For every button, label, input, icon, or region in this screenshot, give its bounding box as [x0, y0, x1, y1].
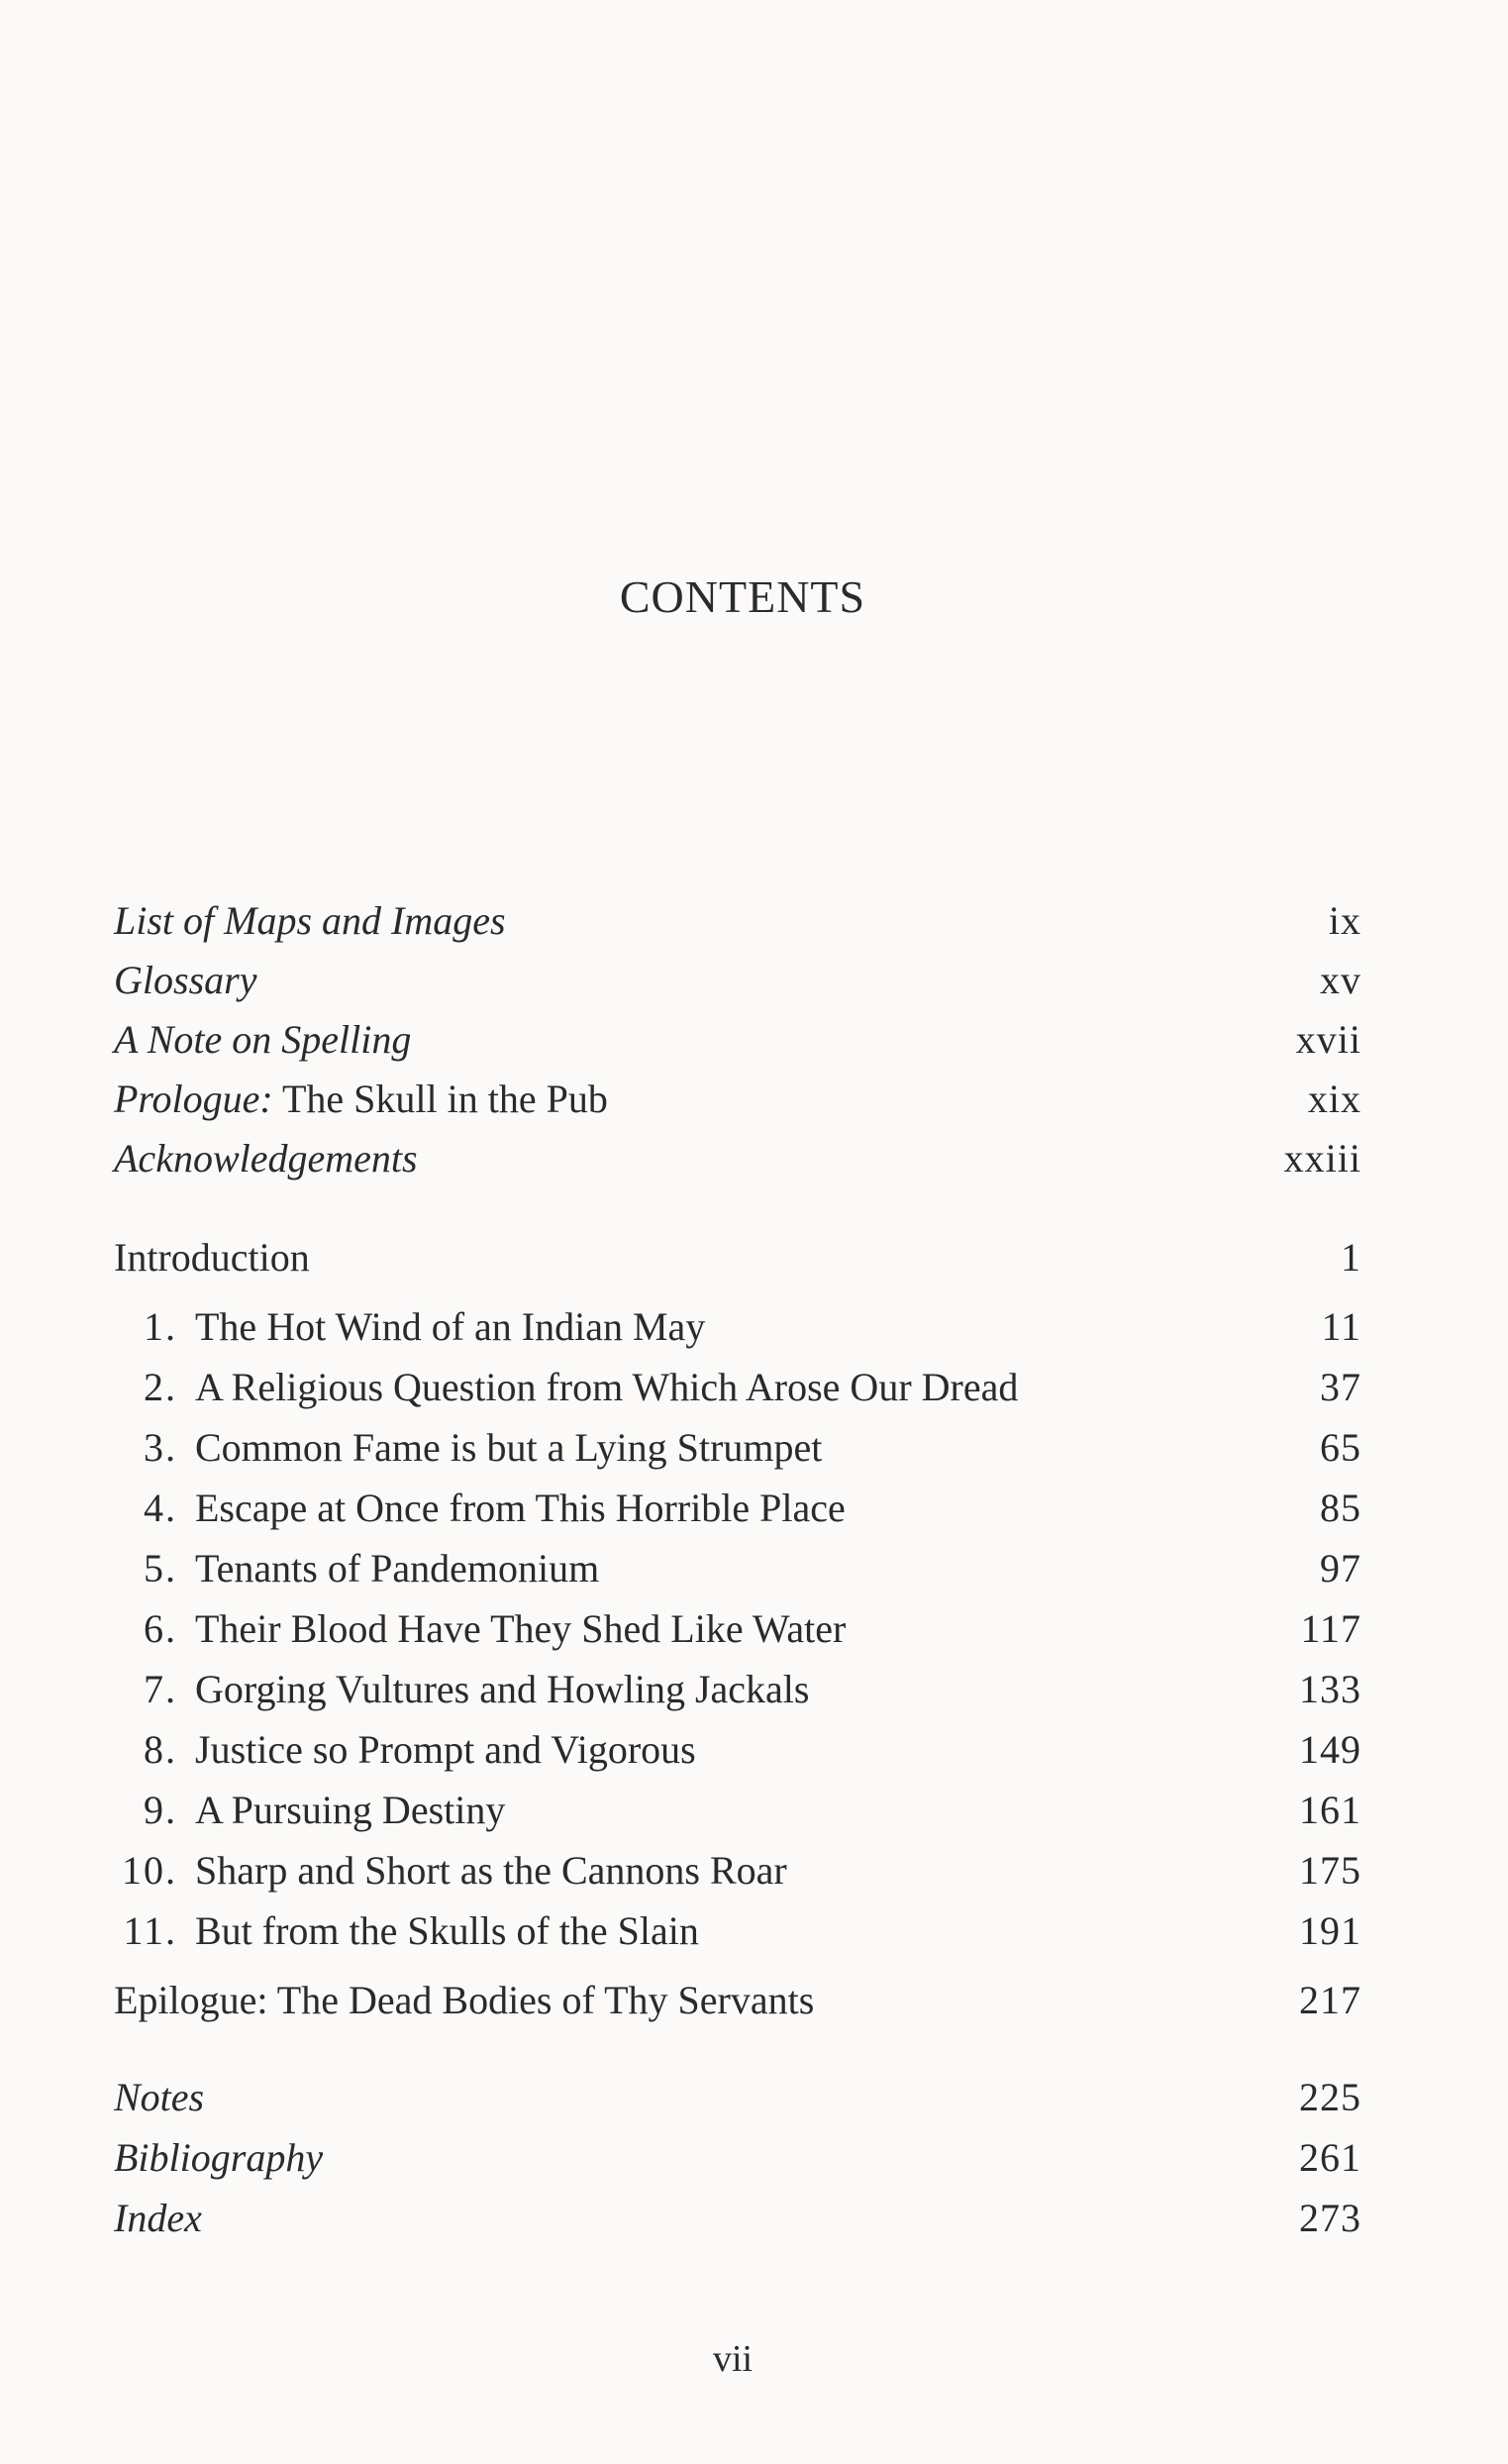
chapter-number: 6. [144, 1606, 177, 1651]
toc-entry-page: 1 [1341, 1235, 1361, 1280]
toc-entry-chapter-9[interactable] [114, 1781, 1361, 1840]
toc-entry-title: Bibliography [114, 2135, 324, 2180]
toc-entry-page: 133 [1299, 1667, 1361, 1711]
toc-entry-index[interactable] [114, 2189, 1361, 2248]
chapter-number: 8. [144, 1727, 177, 1772]
page-title: CONTENTS [619, 571, 866, 622]
toc-entry-page: 161 [1299, 1788, 1361, 1832]
toc-entry-page: xv [1320, 958, 1361, 1002]
toc-entry-chapter-6[interactable] [114, 1599, 1361, 1659]
toc-entry-page: 65 [1320, 1425, 1361, 1470]
toc-entry-page: 85 [1320, 1486, 1361, 1530]
toc-entry-chapter-5[interactable] [114, 1539, 1361, 1598]
chapter-number: 2. [144, 1365, 177, 1409]
toc-entry-title [114, 1070, 608, 1129]
toc-entry-title: List of Maps and Images [114, 898, 506, 943]
toc-entry-page: xxiii [1283, 1136, 1361, 1181]
toc-entry-page: 225 [1299, 2075, 1361, 2119]
toc-entry-title: Epilogue: The Dead Bodies of Thy Servants [114, 1978, 815, 2022]
toc-entry-title: The Hot Wind of an Indian May [195, 1304, 706, 1349]
chapter-number: 3. [144, 1425, 177, 1470]
toc-entry-title: Acknowledgements [114, 1136, 418, 1181]
toc-entry-introduction[interactable] [114, 1228, 1361, 1287]
toc-entry-title-label: Prologue: [114, 1077, 273, 1121]
toc-entry-notes[interactable] [114, 2068, 1361, 2127]
toc-entry-page: 261 [1299, 2135, 1361, 2180]
toc-entry-chapter-11[interactable] [114, 1901, 1361, 1961]
toc-entry-note-on-spelling[interactable] [114, 1010, 1361, 1070]
toc-entry-chapter-8[interactable] [114, 1720, 1361, 1780]
toc-entry-title: Glossary [114, 958, 257, 1002]
page-number: vii [712, 2338, 754, 2380]
chapter-number: 10. [122, 1848, 177, 1893]
toc-entry-glossary[interactable] [114, 951, 1361, 1010]
toc-entry-title: Common Fame is but a Lying Strumpet [195, 1425, 823, 1470]
chapter-number: 5. [144, 1546, 177, 1591]
toc-entry-page: xix [1307, 1077, 1361, 1121]
toc-entry-title-text: The Skull in the Pub [272, 1077, 608, 1121]
chapter-number: 4. [144, 1486, 177, 1530]
toc-entry-title: A Pursuing Destiny [195, 1788, 506, 1832]
toc-entry-title: Sharp and Short as the Cannons Roar [195, 1848, 787, 1893]
toc-entry-page: ix [1328, 898, 1361, 943]
toc-entry-list-of-maps[interactable] [114, 891, 1361, 951]
toc-entry-page: 37 [1320, 1365, 1361, 1409]
toc-entry-title: Tenants of Pandemonium [195, 1546, 600, 1591]
toc-entry-bibliography[interactable] [114, 2128, 1361, 2188]
toc-entry-epilogue[interactable] [114, 1971, 1361, 2030]
toc-entry-title: Escape at Once from This Horrible Place [195, 1486, 846, 1530]
toc-entry-page: 117 [1300, 1606, 1361, 1651]
toc-entry-page: 273 [1299, 2196, 1361, 2240]
toc-entry-chapter-4[interactable] [114, 1479, 1361, 1538]
chapter-number: 11. [123, 1908, 177, 1953]
toc-entry-page: 97 [1320, 1546, 1361, 1591]
toc-entry-page: 191 [1299, 1908, 1361, 1953]
chapter-number: 1. [144, 1304, 177, 1349]
toc-entry-page: 217 [1299, 1978, 1361, 2022]
chapter-number: 9. [144, 1788, 177, 1832]
toc-entry-prologue[interactable] [114, 1070, 1361, 1129]
toc-entry-chapter-2[interactable] [114, 1358, 1361, 1417]
toc-entry-chapter-7[interactable] [114, 1660, 1361, 1719]
toc-entry-page: 175 [1299, 1848, 1361, 1893]
toc-entry-title: Index [114, 2196, 202, 2240]
toc-entry-title: But from the Skulls of the Slain [195, 1908, 699, 1953]
toc-entry-title: Justice so Prompt and Vigorous [195, 1727, 696, 1772]
toc-entry-chapter-10[interactable] [114, 1841, 1361, 1900]
toc-entry-title: Notes [114, 2075, 205, 2119]
toc-entry-title: Gorging Vultures and Howling Jackals [195, 1667, 810, 1711]
toc-entry-chapter-3[interactable] [114, 1418, 1361, 1478]
toc-entry-acknowledgements[interactable] [114, 1129, 1361, 1188]
toc-entry-title: A Note on Spelling [114, 1017, 412, 1062]
toc-entry-title: Their Blood Have They Shed Like Water [195, 1606, 847, 1651]
toc-entry-page: 11 [1321, 1304, 1361, 1349]
chapter-number: 7. [144, 1667, 177, 1711]
toc-entry-title: A Religious Question from Which Arose Our Dread [195, 1365, 1019, 1409]
toc-entry-page: xvii [1295, 1017, 1361, 1062]
toc-entry-chapter-1[interactable] [114, 1297, 1361, 1357]
toc-entry-title: Introduction [114, 1235, 310, 1280]
toc-entry-page: 149 [1299, 1727, 1361, 1772]
